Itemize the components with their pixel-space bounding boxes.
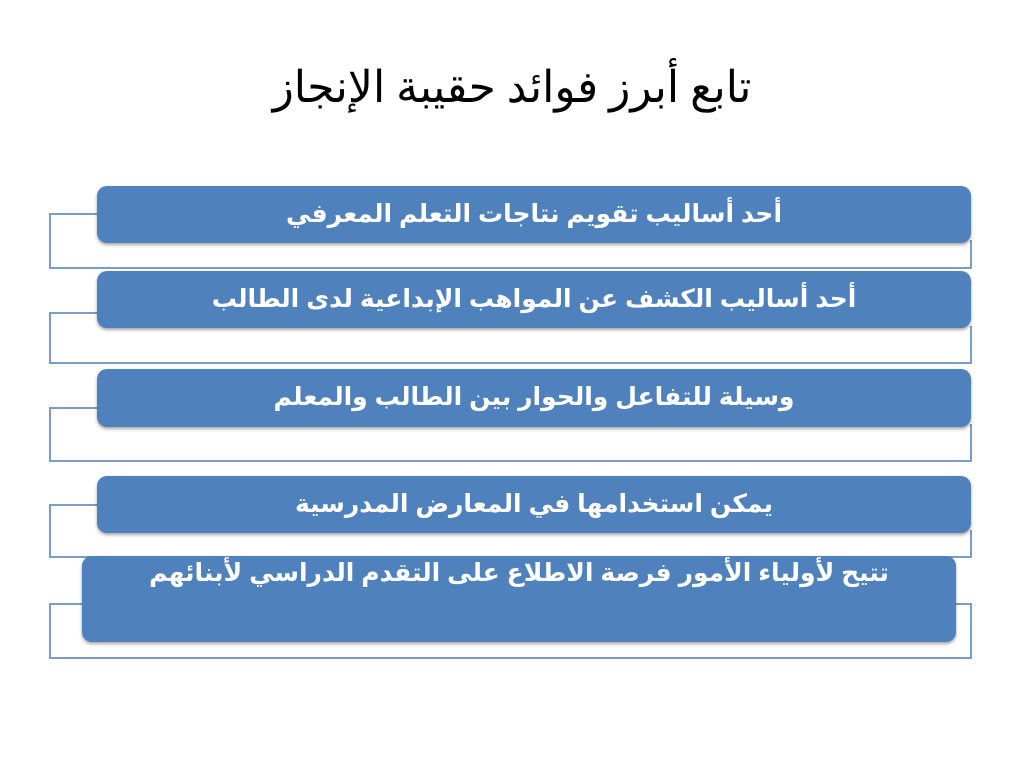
frame-right xyxy=(970,240,972,269)
frame-bottom xyxy=(49,362,972,364)
item-text: وسيلة للتفاعل والحوار بين الطالب والمعلم xyxy=(273,383,795,412)
frame-bracket xyxy=(49,407,51,462)
frame-connector xyxy=(49,504,99,506)
frame-bottom xyxy=(49,657,972,659)
slide-title: تابع أبرز فوائد حقيبة الإنجاز xyxy=(272,63,752,112)
item-text: يمكن استخدامها في المعارض المدرسية xyxy=(294,489,774,518)
frame-bottom xyxy=(49,267,972,269)
frame-right xyxy=(970,603,972,659)
frame-connector xyxy=(49,213,99,215)
item-box xyxy=(97,476,971,533)
item-box xyxy=(97,271,971,328)
item-box xyxy=(97,369,971,427)
frame-connector xyxy=(49,603,84,605)
item-box xyxy=(97,186,971,243)
frame-right xyxy=(970,424,972,462)
frame-right xyxy=(970,326,972,364)
frame-bracket xyxy=(49,603,51,659)
item-box xyxy=(82,556,956,642)
item-text: أحد أساليب تقويم نتاجات التعلم المعرفي xyxy=(285,199,783,228)
frame-connector xyxy=(49,312,99,314)
frame-bracket xyxy=(49,504,51,558)
frame-bottom xyxy=(49,460,972,462)
frame-connector xyxy=(49,407,99,409)
frame-right xyxy=(970,530,972,558)
item-text: أحد أساليب الكشف عن المواهب الإبداعية لدى الطالب xyxy=(211,284,857,313)
item-text: تتيح لأولياء الأمور فرصة الاطلاع على التقدم الدراسي لأبنائهم xyxy=(149,559,889,587)
frame-bracket xyxy=(49,312,51,364)
frame-bracket xyxy=(49,213,51,269)
